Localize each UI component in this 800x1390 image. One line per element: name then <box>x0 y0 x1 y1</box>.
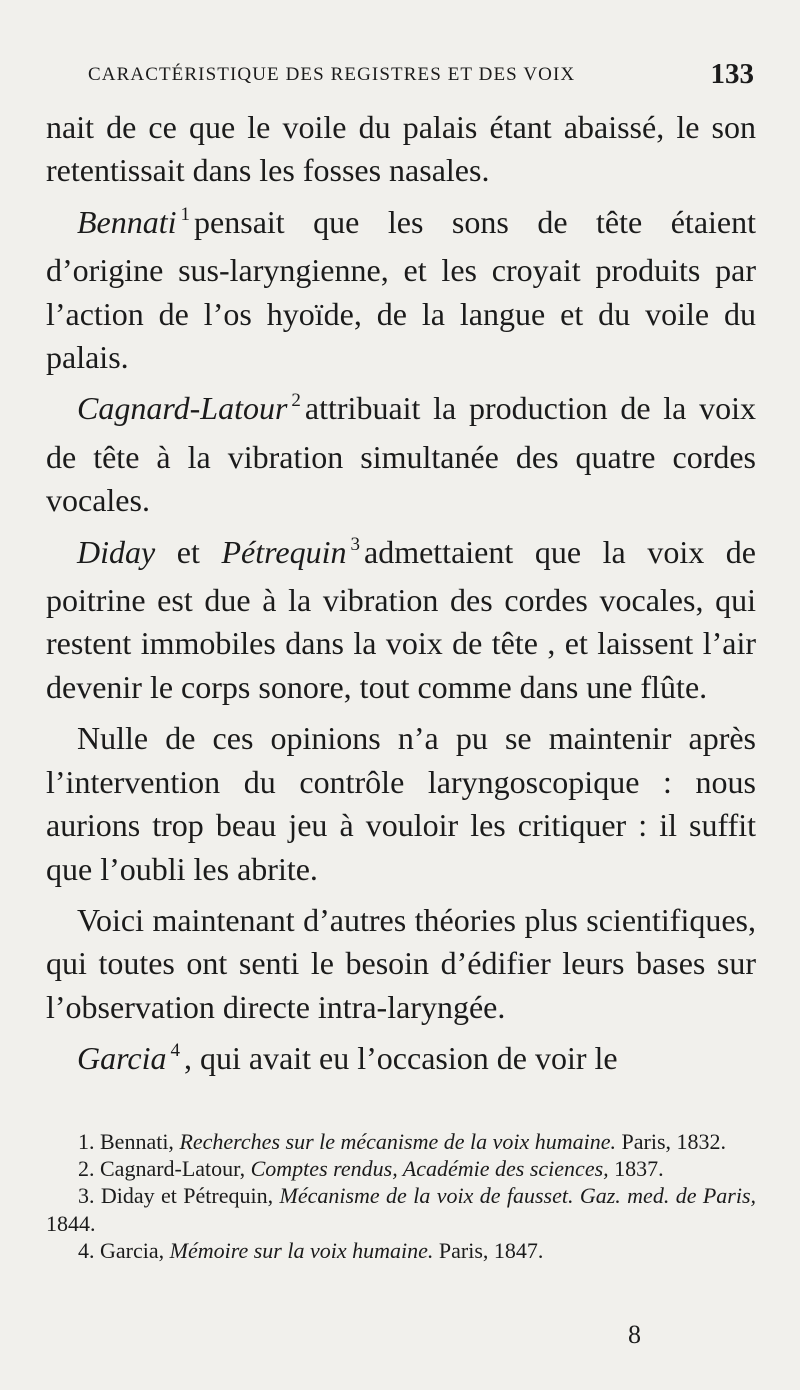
footnote-4: 4. Garcia, Mémoire sur la voix humaine. Paris, 1847. <box>78 1237 544 1263</box>
page-header <box>88 58 754 92</box>
paragraph-cagnard-latour: Cagnard-Latour $^2$ attribuait la production de la voix de tête à la vibration simultanée des quatre cordes vocales. <box>46 390 756 519</box>
footnote-ref: 4 <box>170 1040 180 1062</box>
footnote-ref: 3 <box>350 533 360 555</box>
footnote-ref: 1 <box>180 203 191 225</box>
page-number: 133 <box>710 58 754 90</box>
author-name: Diday <box>77 533 156 570</box>
signature-mark: 8 <box>628 1320 641 1349</box>
paragraph-garcia: Garcia $^4$ , qui avait eu l’occasion de voir le <box>77 1040 618 1077</box>
body-text <box>46 106 756 1086</box>
author-name: Bennati <box>77 203 177 240</box>
author-name: Cagnard-Latour <box>77 390 288 427</box>
footnote-3: 3. Diday et Pétrequin, Mécanisme de la voix de fausset. Gaz. med. de Paris, 1844. <box>46 1183 757 1236</box>
author-name: Pétrequin <box>221 533 347 570</box>
footnote-ref: 2 <box>291 390 301 412</box>
paragraph-voici: Voici maintenant d’autres théories plus scientifiques, qui toutes ont senti le besoin d’édifier leurs bases sur l’observation directe intra-laryngée. <box>46 901 756 1025</box>
paragraph-continuation: nait de ce que le voile du palais étant abaissé, le son retentissait dans les fosses nasales. <box>46 109 756 189</box>
footnote-1: 1. Bennati, Recherches sur le mécanisme de la voix humaine. Paris, 1832. <box>78 1129 727 1154</box>
footnotes <box>46 1128 756 1264</box>
paragraph-diday-petrequin: Diday et Pétrequin $^3$ admettaient que la voix de poitrine est due à la vibration des cordes vocales, qui restent immobiles dans la voix de tête , et laissent l’air devenir le corps sonore, tout comme dans une flûte. <box>46 533 757 705</box>
paragraph-bennati: Bennati $^1$ pensait que les sons de tête étaient d’origine sus-laryngienne, et les croyait produits par l’action de l’os hyoïde, de la langue et du voile du palais. <box>46 203 756 376</box>
footnote-2: 2. Cagnard-Latour, Comptes rendus, Académie des sciences, 1837. <box>78 1156 664 1182</box>
paragraph-nulle: Nulle de ces opinions n’a pu se maintenir après l’intervention du contrôle laryngoscopique : nous aurions trop beau jeu à vouloir les critiquer : il suffit que l’oubli les abrite. <box>46 720 756 887</box>
running-head: CARACTÉRISTIQUE DES REGISTRES ET DES VOIX <box>88 64 576 85</box>
author-name: Garcia <box>77 1040 167 1077</box>
